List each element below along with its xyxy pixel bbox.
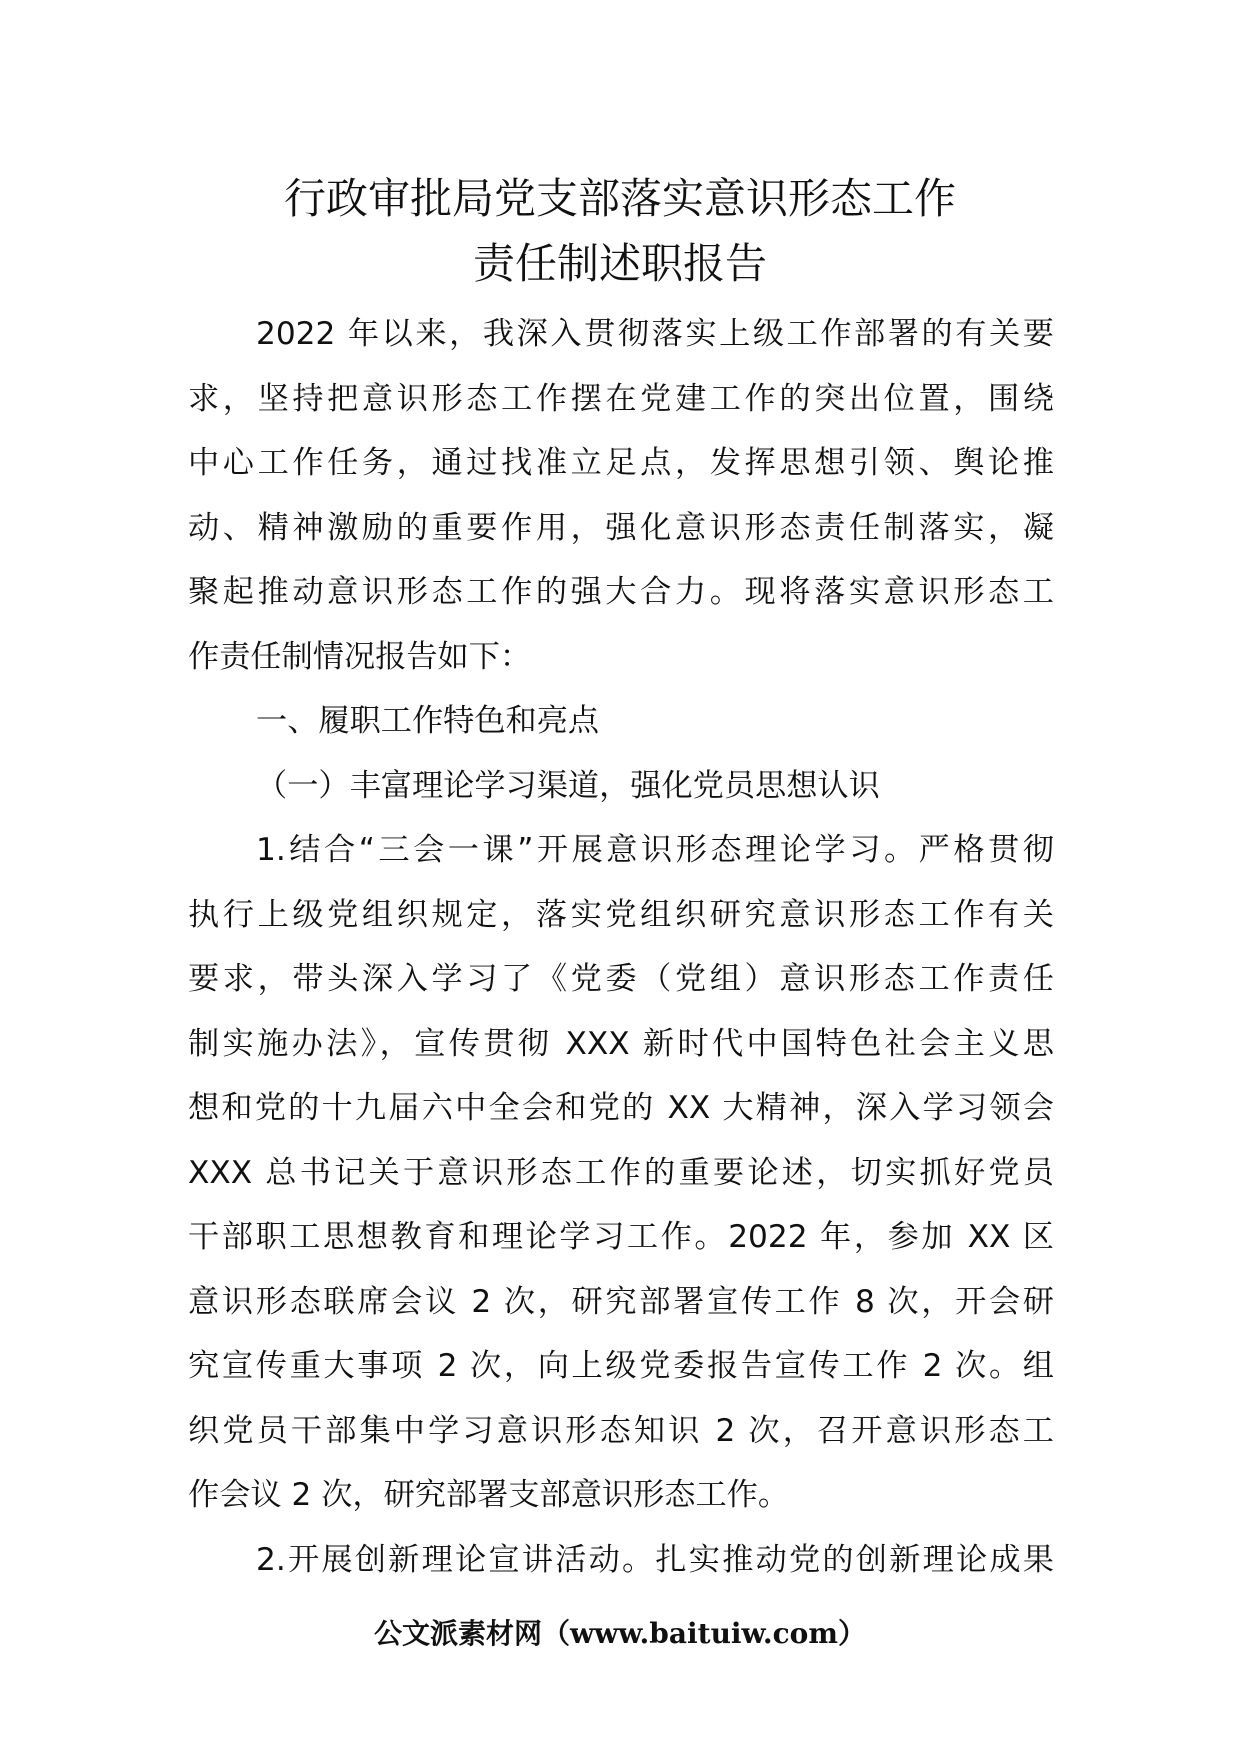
paragraph-line: 求，坚持把意识形态工作摆在党建工作的突出位置，围绕 (188, 380, 1054, 417)
paragraph-line: 作责任制情况报告如下： (188, 638, 532, 675)
paragraph-line: 制实施办法》，宣传贯彻 XXX 新时代中国特色社会主义思 (188, 1025, 1054, 1062)
section-heading: 一、履职工作特色和亮点 (256, 703, 600, 739)
document-title-line-2: 责任制述职报告 (472, 239, 767, 288)
paragraph-line: 织党员干部集中学习意识形态知识 2 次，召开意识形态工 (188, 1412, 1054, 1449)
document-title-line-1: 行政审批局党支部落实意识形态工作 (283, 174, 956, 223)
paragraph-line: 中心工作任务，通过找准立足点，发挥思想引领、舆论推 (188, 445, 1054, 481)
paragraph-line: 干部职工思想教育和理论学习工作。2022 年，参加 XX 区 (188, 1219, 1054, 1255)
paragraph-line: 动、精神激励的重要作用，强化意识形态责任制落实，凝 (188, 509, 1054, 546)
paragraph-line: 意识形态联席会议 2 次，研究部署宣传工作 8 次，开会研 (188, 1283, 1054, 1320)
document-body (188, 302, 1054, 1592)
paragraph-line: 2.开展创新理论宣讲活动。扎实推动党的创新理论成果 (256, 1541, 1054, 1578)
paragraph-line: XXX 总书记关于意识形态工作的重要论述，切实抓好党员 (188, 1154, 1054, 1191)
paragraph-line: 究宣传重大事项 2 次，向上级党委报告宣传工作 2 次。组 (188, 1348, 1054, 1384)
paragraph-line: 想和党的十九届六中全会和党的 XX 大精神，深入学习领会 (188, 1090, 1054, 1126)
paragraph-line: 执行上级党组织规定，落实党组织研究意识形态工作有关 (188, 896, 1054, 933)
paragraph-line: 1.结合“三会一课”开展意识形态理论学习。严格贯彻 (256, 832, 1054, 868)
paragraph-line: 作会议 2 次，研究部署支部意识形态工作。 (188, 1477, 790, 1513)
paragraph-line: 2022 年以来，我深入贯彻落实上级工作部署的有关要 (256, 316, 1054, 352)
subsection-heading: （一）丰富理论学习渠道，强化党员思想认识 (256, 767, 880, 804)
paragraph-line: 要求，带头深入学习了《党委（党组）意识形态工作责任 (188, 961, 1054, 997)
paragraph-line: 聚起推动意识形态工作的强大合力。现将落实意识形态工 (188, 574, 1054, 610)
footer-watermark: 公文派素材网（www.baituiw.com） (374, 1617, 866, 1650)
